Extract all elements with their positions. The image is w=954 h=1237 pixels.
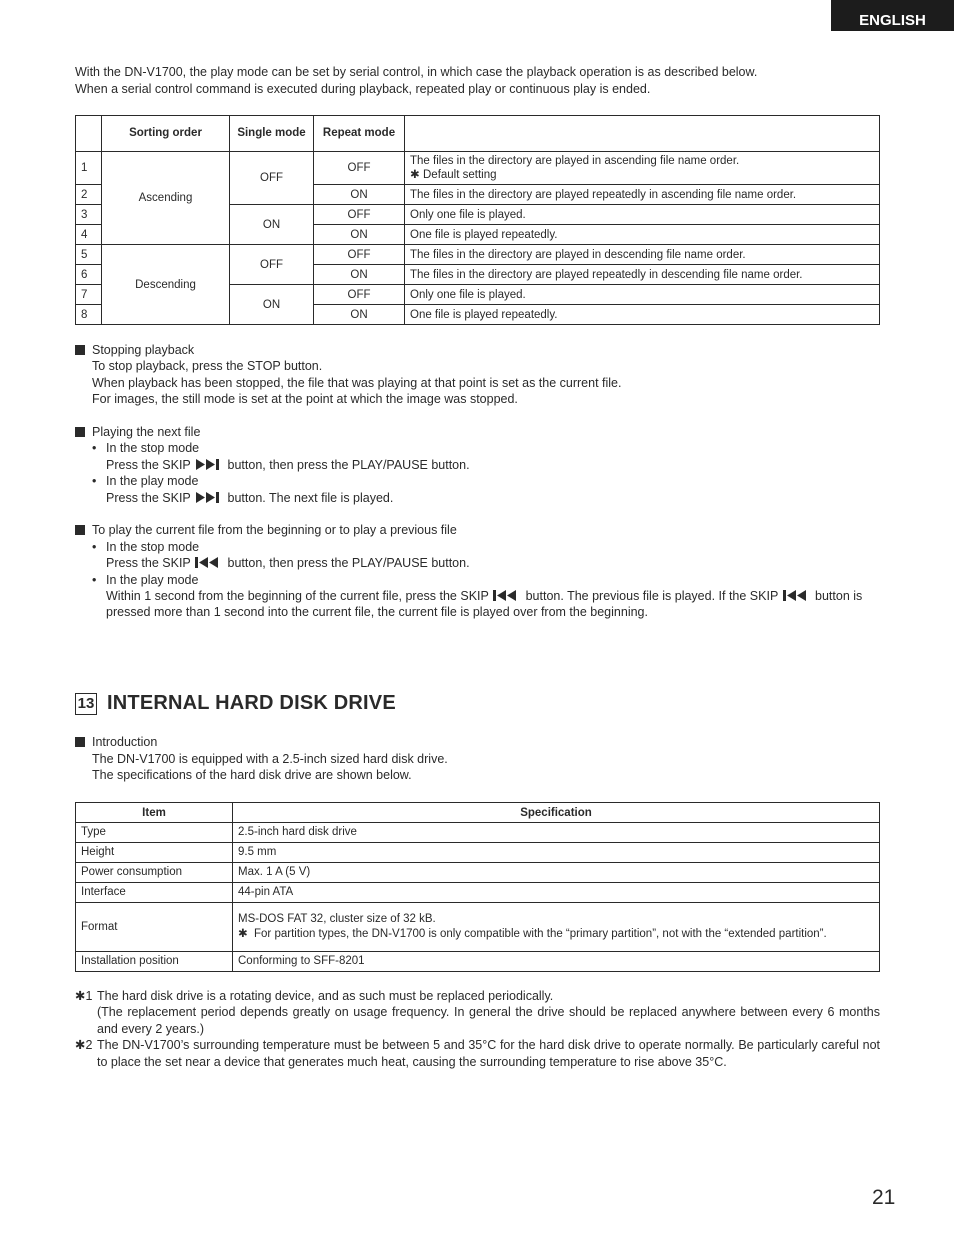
table-row bbox=[76, 952, 880, 972]
block-title: Stopping playback bbox=[92, 343, 195, 357]
row-number: 3 bbox=[76, 205, 102, 225]
row-number: 6 bbox=[76, 265, 102, 285]
section-heading bbox=[75, 692, 396, 715]
default-note-text: Default setting bbox=[423, 169, 497, 181]
square-bullet-icon bbox=[75, 737, 85, 747]
language-tab: ENGLISH bbox=[831, 0, 954, 31]
square-bullet-icon bbox=[75, 345, 85, 355]
row-number: 5 bbox=[76, 245, 102, 265]
block-heading bbox=[75, 734, 448, 751]
description-cell: Only one file is played. bbox=[405, 205, 880, 225]
item-cell: Height bbox=[76, 843, 233, 863]
skip-back-icon bbox=[194, 557, 224, 568]
section-number: 13 bbox=[75, 693, 97, 715]
row-number: 2 bbox=[76, 185, 102, 205]
default-note bbox=[410, 168, 874, 182]
repeat-mode-cell: OFF bbox=[314, 205, 405, 225]
text-span: Press the SKIP bbox=[106, 556, 191, 571]
text-span: button. The next file is played. bbox=[227, 490, 394, 505]
spec-text: MS-DOS FAT 32, cluster size of 32 kB. bbox=[238, 913, 436, 925]
body-line: When playback has been stopped, the file that was playing at that point is set as the current file. bbox=[92, 375, 622, 390]
bullet-item bbox=[75, 440, 881, 456]
skip-forward-icon bbox=[194, 459, 224, 470]
item-cell: Installation position bbox=[76, 952, 233, 972]
square-bullet-icon bbox=[75, 525, 85, 535]
header-single-mode: Single mode bbox=[230, 116, 314, 152]
description-cell: The files in the directory are played repeatedly in ascending file name order. bbox=[405, 185, 880, 205]
bullet-text: In the play mode bbox=[106, 474, 199, 489]
table-row bbox=[76, 863, 880, 883]
square-bullet-icon bbox=[75, 427, 85, 437]
hdd-intro-block bbox=[75, 734, 448, 784]
play-mode-table bbox=[75, 115, 880, 325]
bullet-icon: • bbox=[92, 572, 97, 587]
body-line bbox=[75, 588, 881, 621]
header-specification: Specification bbox=[233, 803, 880, 823]
intro-text bbox=[75, 64, 757, 97]
row-number: 4 bbox=[76, 225, 102, 245]
footnote-text: The DN-V1700’s surrounding temperature must be between 5 and 35°C for the hard disk drive to operate normally. Be particularly careful not to place the set near a device that generates much heat, causing the surrounding temperature to rise above 35°C. bbox=[97, 1038, 880, 1069]
table-row bbox=[76, 823, 880, 843]
description-cell: One file is played repeatedly. bbox=[405, 305, 880, 325]
block-title: Playing the next file bbox=[92, 425, 201, 440]
spec-cell: 44-pin ATA bbox=[233, 883, 880, 903]
single-mode-cell: OFF bbox=[230, 152, 314, 205]
previous-file-block bbox=[75, 522, 881, 620]
spec-cell: 2.5-inch hard disk drive bbox=[233, 823, 880, 843]
table-row bbox=[76, 883, 880, 903]
text-span: Press the SKIP bbox=[106, 490, 191, 505]
description-cell: One file is played repeatedly. bbox=[405, 225, 880, 245]
text-span: button, then press the PLAY/PAUSE button. bbox=[227, 556, 470, 571]
bullet-item bbox=[75, 539, 881, 555]
skip-back-icon bbox=[492, 590, 522, 601]
row-number: 8 bbox=[76, 305, 102, 325]
hdd-spec-table bbox=[75, 802, 880, 972]
item-cell: Type bbox=[76, 823, 233, 843]
description-cell: Only one file is played. bbox=[405, 285, 880, 305]
table-row bbox=[76, 152, 880, 185]
stopping-playback-block bbox=[75, 342, 881, 408]
page-number: 21 bbox=[872, 1186, 896, 1209]
single-mode-cell: ON bbox=[230, 205, 314, 245]
single-mode-cell: ON bbox=[230, 285, 314, 325]
block-heading bbox=[75, 424, 881, 440]
bullet-text: In the play mode bbox=[106, 572, 199, 587]
footnote-mark: ✱2 bbox=[75, 1038, 93, 1053]
table-header-row bbox=[76, 803, 880, 823]
header-num bbox=[76, 116, 102, 152]
repeat-mode-cell: OFF bbox=[314, 152, 405, 185]
description-cell bbox=[405, 152, 880, 185]
repeat-mode-cell: ON bbox=[314, 265, 405, 285]
header-item: Item bbox=[76, 803, 233, 823]
table-row bbox=[76, 843, 880, 863]
description-cell: The files in the directory are played in descending file name order. bbox=[405, 245, 880, 265]
description-cell: The files in the directory are played repeatedly in descending file name order. bbox=[405, 265, 880, 285]
repeat-mode-cell: ON bbox=[314, 305, 405, 325]
body-line: For images, the still mode is set at the point at which the image was stopped. bbox=[92, 392, 518, 407]
bullet-icon: • bbox=[92, 441, 97, 456]
footnote-mark: ✱1 bbox=[75, 989, 93, 1003]
table-row bbox=[76, 245, 880, 265]
text-span: Within 1 second from the beginning of the current file, press the SKIP bbox=[106, 589, 489, 604]
sorting-order-cell: Descending bbox=[102, 245, 230, 325]
repeat-mode-cell: ON bbox=[314, 185, 405, 205]
sorting-order-cell: Ascending bbox=[102, 152, 230, 245]
spec-cell: Max. 1 A (5 V) bbox=[233, 863, 880, 883]
block-title: Introduction bbox=[92, 735, 158, 749]
playback-instructions bbox=[75, 342, 881, 637]
row-number: 1 bbox=[76, 152, 102, 185]
table-header-row bbox=[76, 116, 880, 152]
body-line: The specifications of the hard disk drive are shown below. bbox=[92, 768, 412, 782]
row-number: 7 bbox=[76, 285, 102, 305]
footnotes bbox=[75, 988, 880, 1070]
spec-cell: 9.5 mm bbox=[233, 843, 880, 863]
body-line bbox=[75, 490, 881, 506]
intro-line: When a serial control command is executed during playback, repeated play or continuous play is ended. bbox=[75, 81, 651, 96]
bullet-icon: • bbox=[92, 539, 97, 554]
bullet-text: In the stop mode bbox=[106, 441, 200, 456]
header-description bbox=[405, 116, 880, 152]
single-mode-cell: OFF bbox=[230, 245, 314, 285]
body-line bbox=[75, 555, 881, 571]
asterisk-icon: ✱ bbox=[238, 928, 248, 940]
spec-cell bbox=[233, 903, 880, 952]
footnote bbox=[75, 1037, 880, 1070]
format-note bbox=[238, 927, 874, 942]
repeat-mode-cell: OFF bbox=[314, 285, 405, 305]
next-file-block bbox=[75, 424, 881, 506]
format-note-text: For partition types, the DN-V1700 is only compatible with the “primary partition”, not with the “extended partition”. bbox=[254, 928, 827, 940]
block-heading bbox=[75, 342, 881, 358]
bullet-item bbox=[75, 572, 881, 588]
bullet-icon: • bbox=[92, 474, 97, 489]
footnote-text: The hard disk drive is a rotating device, and as such must be replaced periodically. bbox=[97, 989, 554, 1003]
block-title: To play the current file from the beginning or to play a previous file bbox=[92, 523, 457, 538]
skip-back-icon bbox=[782, 590, 812, 601]
block-heading bbox=[75, 522, 881, 538]
footnote-text: (The replacement period depends greatly on usage frequency. In general the drive should be replaced anywhere between every 6 months and every 2 years.) bbox=[97, 1005, 880, 1036]
item-cell: Format bbox=[76, 903, 233, 952]
bullet-item bbox=[75, 473, 881, 489]
section-title: INTERNAL HARD DISK DRIVE bbox=[107, 692, 396, 714]
text-span: button. The previous file is played. If the SKIP bbox=[525, 589, 779, 604]
body-line bbox=[75, 457, 881, 473]
body-line: The DN-V1700 is equipped with a 2.5-inch sized hard disk drive. bbox=[92, 751, 448, 766]
description-text: The files in the directory are played in ascending file name order. bbox=[410, 155, 740, 167]
text-span: button is pressed more than 1 second into the current file, the current file is played over from the beginning. bbox=[106, 589, 863, 620]
intro-line: With the DN-V1700, the play mode can be set by serial control, in which case the playback operation is as described below. bbox=[75, 65, 758, 79]
asterisk-icon: ✱ bbox=[410, 169, 420, 181]
repeat-mode-cell: OFF bbox=[314, 245, 405, 265]
bullet-text: In the stop mode bbox=[106, 539, 200, 554]
body-line: To stop playback, press the STOP button. bbox=[92, 359, 323, 374]
skip-forward-icon bbox=[194, 492, 224, 503]
repeat-mode-cell: ON bbox=[314, 225, 405, 245]
item-cell: Power consumption bbox=[76, 863, 233, 883]
text-span: button, then press the PLAY/PAUSE button. bbox=[227, 457, 470, 472]
footnote-body bbox=[97, 988, 880, 1037]
spec-cell: Conforming to SFF-8201 bbox=[233, 952, 880, 972]
header-sorting-order: Sorting order bbox=[102, 116, 230, 152]
text-span: Press the SKIP bbox=[106, 457, 191, 472]
header-repeat-mode: Repeat mode bbox=[314, 116, 405, 152]
table-row bbox=[76, 903, 880, 952]
footnote bbox=[75, 988, 880, 1037]
item-cell: Interface bbox=[76, 883, 233, 903]
